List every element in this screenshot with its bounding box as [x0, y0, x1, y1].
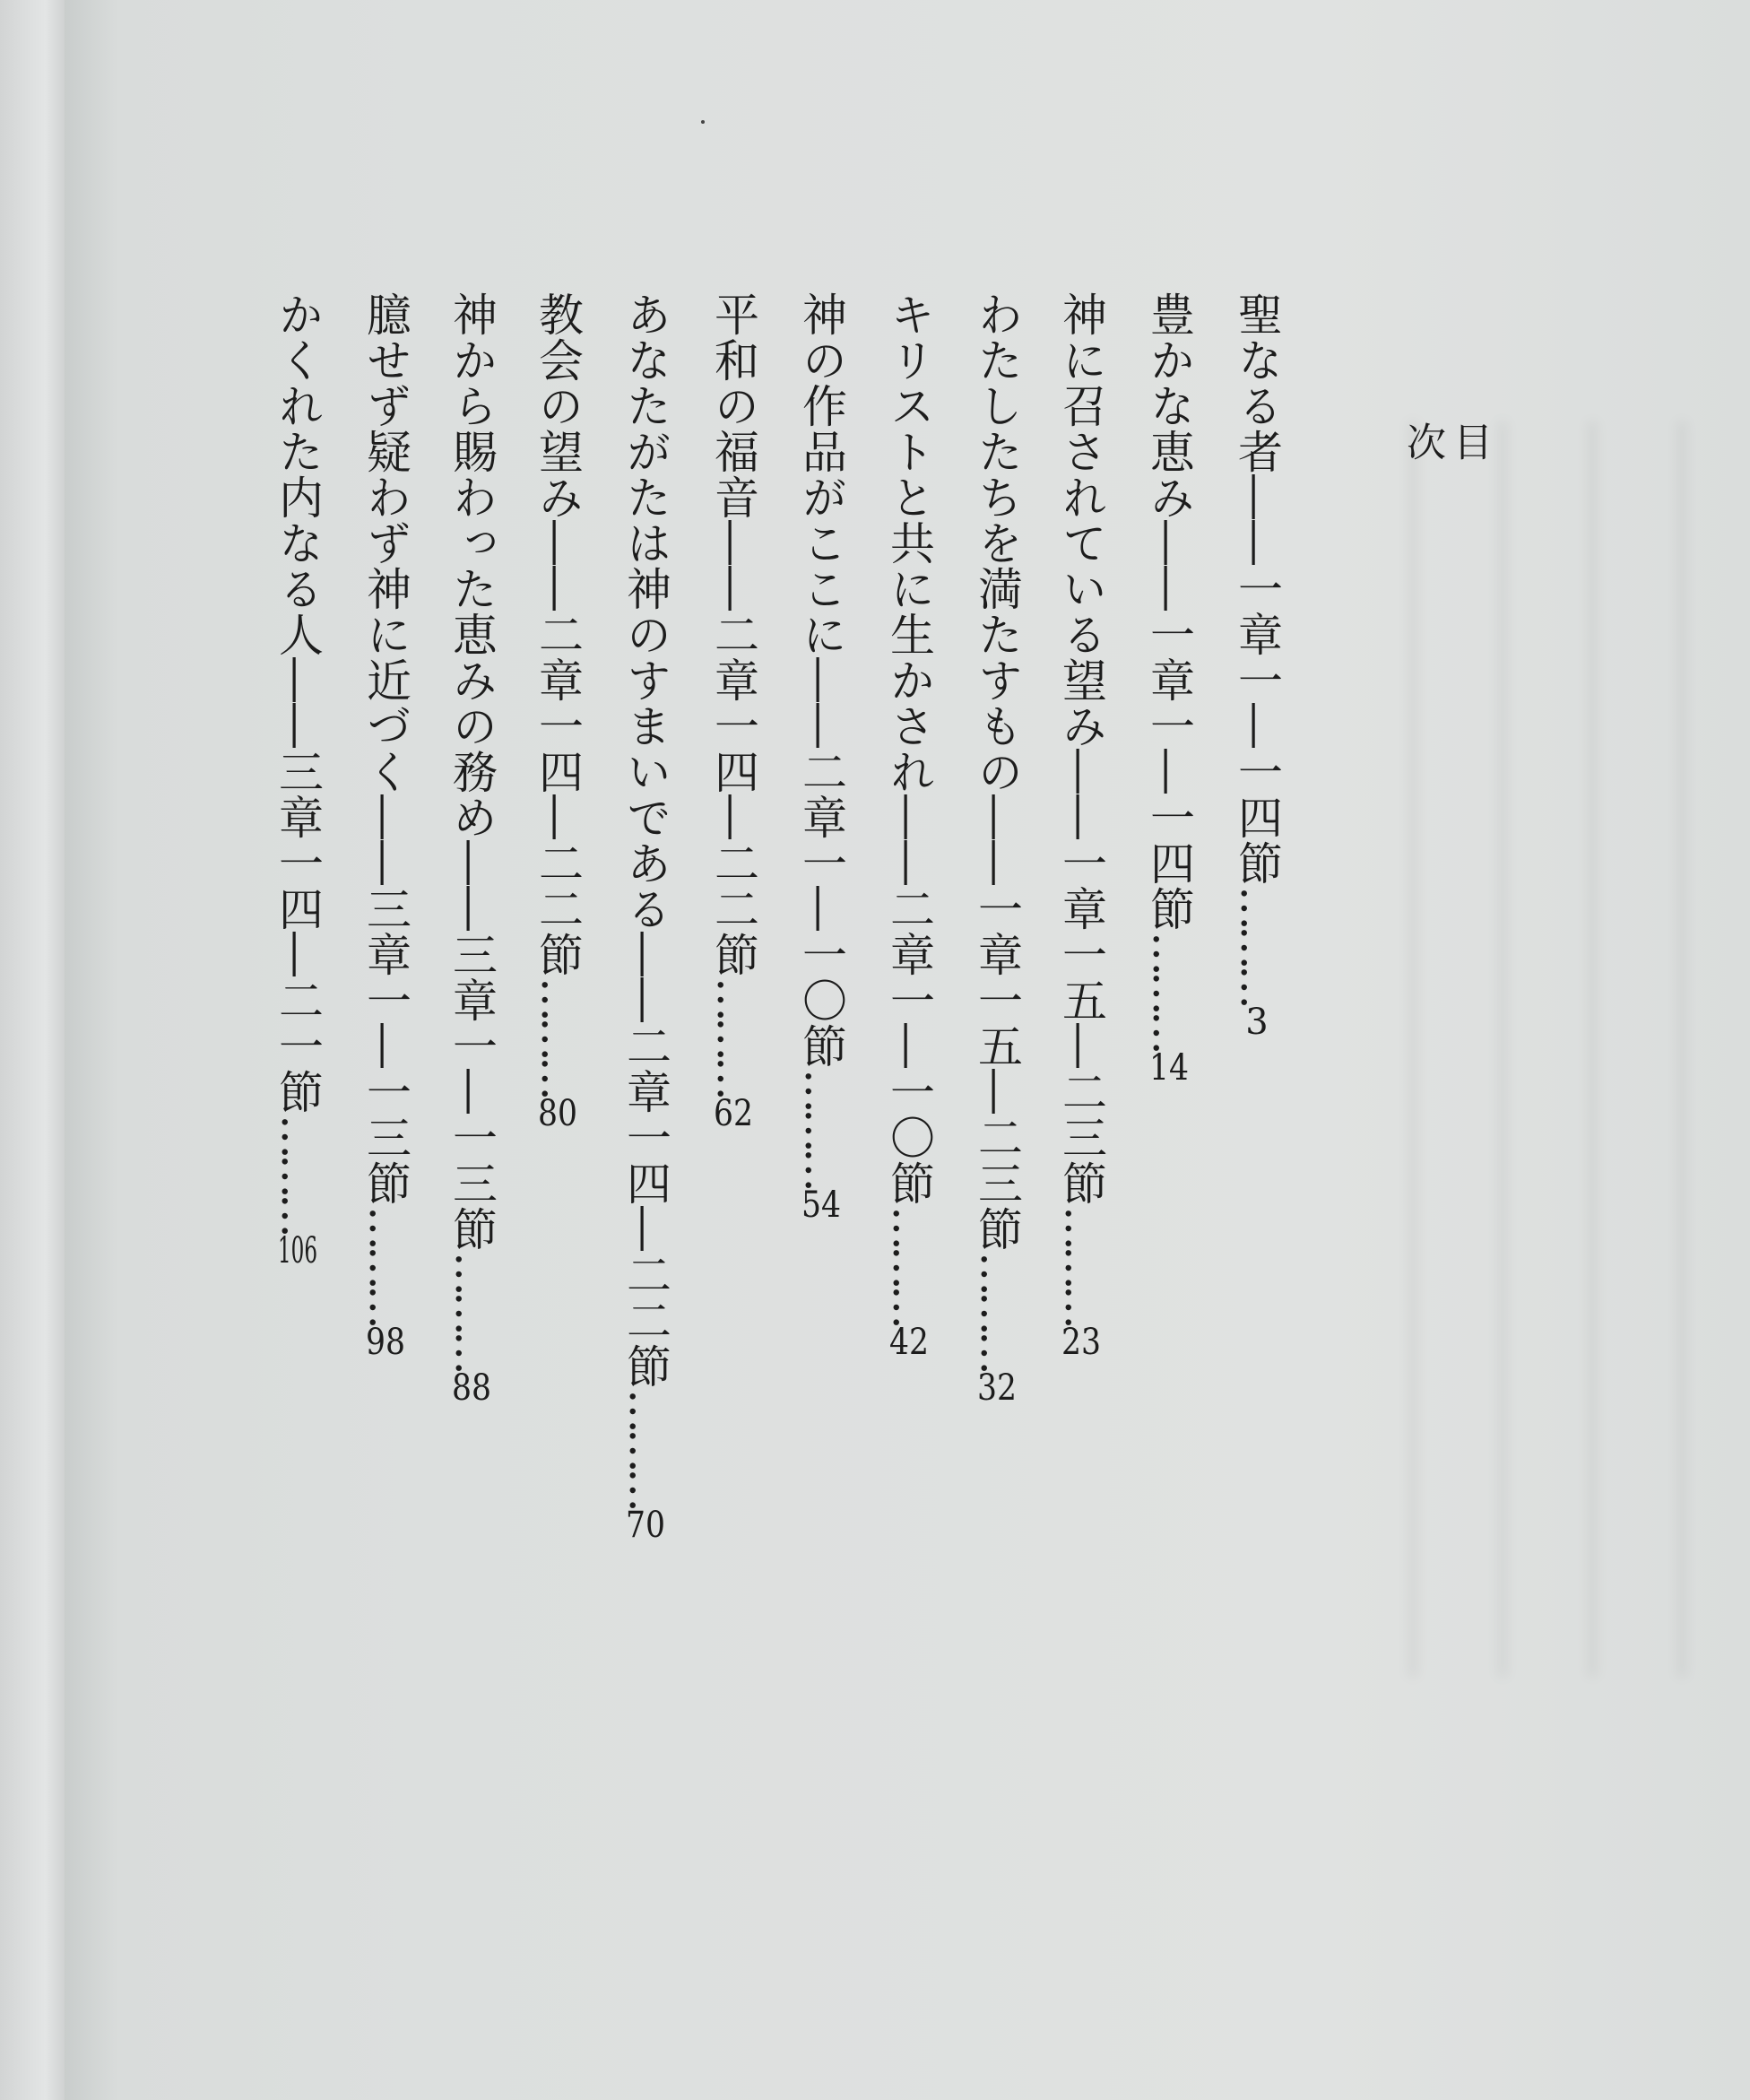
entry-dash: ―― [971, 794, 1023, 886]
entry-leader: ……… [971, 1252, 1023, 1370]
entry-ref: 一章一五―二三節 [1055, 840, 1107, 1206]
entry-ref: 一章一―一四節 [1231, 566, 1283, 886]
entry-ref: 二章一―一〇節 [795, 749, 847, 1069]
entry-page: 42 [889, 1324, 929, 1360]
entry-dash: ―― [446, 840, 498, 932]
entry-page: 62 [714, 1096, 753, 1132]
entry-leader: ……… [619, 1389, 671, 1507]
toc-entry [271, 291, 325, 1269]
entry-title: 神から賜わった恵みの務め [446, 291, 498, 840]
entry-dash: ―― [1143, 520, 1195, 612]
entry-title: 神に召されている望み [1055, 291, 1107, 749]
entry-dash: ―― [272, 657, 324, 749]
entry-title: キリストと共に生かされ [883, 291, 935, 794]
entry-dash: ―― [532, 520, 584, 612]
entry-page: 88 [452, 1370, 491, 1406]
paper-speck [701, 120, 705, 124]
entry-title: 平和の福音 [707, 291, 759, 520]
entry-leader: ……… [1143, 932, 1195, 1050]
entry-leader: ……… [532, 977, 584, 1096]
entry-leader: ……… [883, 1206, 935, 1324]
entry-page: 54 [801, 1187, 841, 1223]
toc-entry [706, 291, 760, 1132]
entry-leader: ……… [1231, 886, 1283, 1004]
entry-title: 教会の望み [532, 291, 584, 520]
entry-page: 23 [1061, 1324, 1101, 1360]
entry-ref: 二章一四―二二節 [707, 612, 759, 977]
entry-title: 聖なる者 [1231, 291, 1283, 474]
entry-dash: ―― [619, 932, 671, 1023]
toc-entry [1142, 291, 1196, 1086]
entry-title: かくれた内なる人 [272, 291, 324, 657]
entry-ref: 三章一四―二一節 [272, 749, 324, 1115]
entry-leader: ……… [1055, 1206, 1107, 1324]
entry-dash: ―― [707, 520, 759, 612]
entry-title: 豊かな恵み [1143, 291, 1195, 520]
toc-heading: 目 次 [1399, 421, 1492, 647]
toc-entry [619, 291, 672, 1543]
entry-page: 32 [977, 1370, 1017, 1406]
entry-title: あなたがたは神のすまいである [619, 291, 671, 932]
entry-ref: 三章一―一三節 [446, 932, 498, 1252]
entry-leader: ……… [272, 1115, 324, 1233]
entry-dash: ―― [795, 657, 847, 749]
entry-page: 98 [366, 1324, 405, 1360]
entry-page: 70 [626, 1507, 665, 1543]
entry-page: 14 [1149, 1050, 1189, 1086]
toc-entry [794, 291, 848, 1223]
entry-title: わたしたちを満たすもの [971, 291, 1023, 794]
show-through-text [1382, 421, 1723, 1677]
adjacent-page-edge [0, 0, 65, 2100]
entry-dash: ―― [1055, 749, 1107, 840]
entry-ref: 二章一―一〇節 [883, 886, 935, 1206]
toc-entry [882, 291, 936, 1360]
entry-page: 106 [278, 1233, 317, 1269]
entry-leader: ……… [707, 977, 759, 1096]
entry-ref: 二章一四―二二節 [532, 612, 584, 977]
entry-ref: 三章一―一三節 [360, 886, 412, 1206]
entry-ref: 一章一―一四節 [1143, 612, 1195, 932]
entry-dash: ―― [360, 794, 412, 886]
entry-title: 臆せず疑わず神に近づく [360, 291, 412, 794]
entry-title: 神の作品がここに [795, 291, 847, 657]
toc-entry [531, 291, 585, 1132]
entry-dash: ―― [883, 794, 935, 886]
entry-leader: ……… [446, 1252, 498, 1370]
entry-leader: ……… [795, 1069, 847, 1187]
toc-entry [359, 291, 412, 1360]
toc-entry [1230, 291, 1284, 1040]
entry-page: 80 [538, 1096, 577, 1132]
entry-ref: 二章一四―二二節 [619, 1023, 671, 1389]
entry-leader: ……… [360, 1206, 412, 1324]
toc-entry [970, 291, 1024, 1406]
toc-entry [1054, 291, 1108, 1360]
entry-ref: 一章一五―二三節 [971, 886, 1023, 1252]
toc-entry [445, 291, 498, 1406]
entry-dash: ―― [1231, 474, 1283, 566]
entry-page: 3 [1245, 1004, 1269, 1040]
